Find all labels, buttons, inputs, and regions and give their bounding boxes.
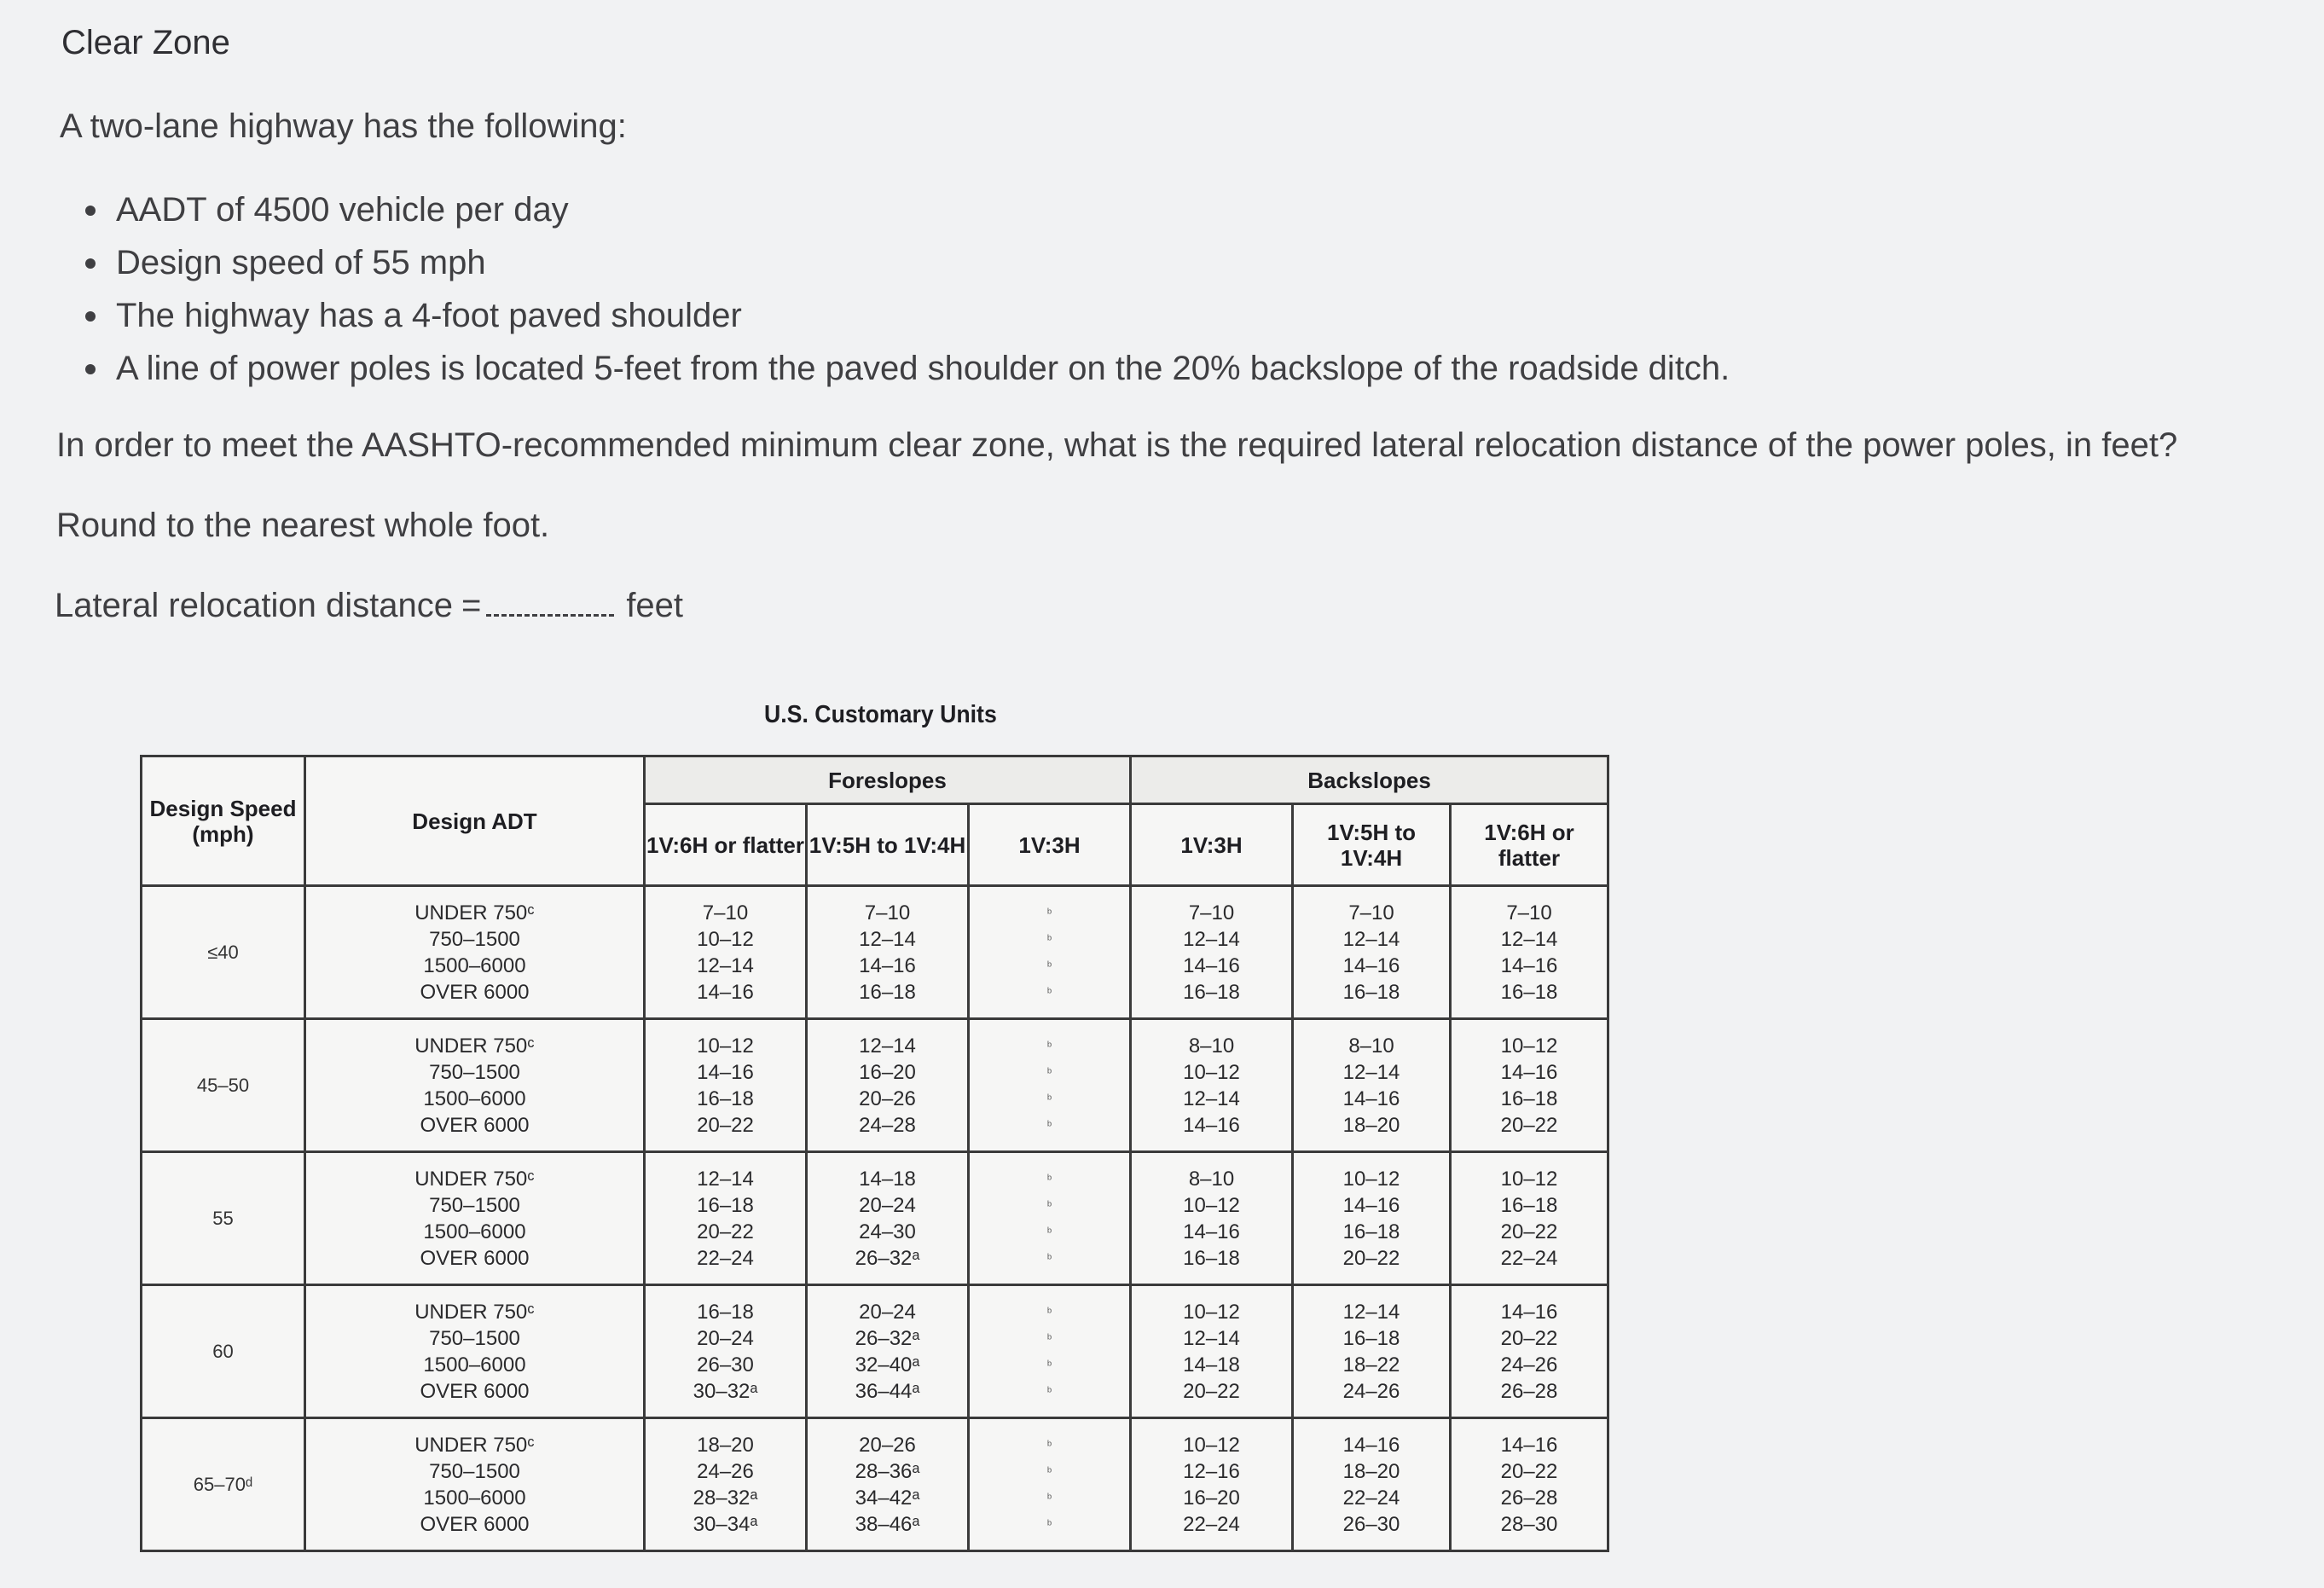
- clear-zone-value: 20–22: [697, 1113, 754, 1137]
- clear-zone-value: 16–18: [697, 1087, 754, 1110]
- header-back-5h: 1V:5H to 1V:4H: [1293, 804, 1451, 886]
- clear-zone-value: 12–14: [697, 953, 754, 977]
- clear-zone-cell-fore-3h: [969, 1418, 1131, 1551]
- clear-zone-value: ᵇ: [1046, 905, 1052, 919]
- table-row: [142, 1418, 1608, 1551]
- clear-zone-value: ᵇ: [1046, 1490, 1052, 1504]
- clear-zone-cell-fore-6h: [645, 1418, 807, 1551]
- header-fore-6h: 1V:6H or flatter: [645, 804, 807, 886]
- clear-zone-value: 7–10: [1506, 901, 1552, 924]
- clear-zone-value: 14–16: [1342, 953, 1400, 977]
- clear-zone-value: ᵇ: [1046, 1171, 1052, 1185]
- clear-zone-value: ᵇ: [1046, 1383, 1052, 1398]
- adt-range: 1500–6000: [423, 1220, 526, 1243]
- clear-zone-value: 36–44ᵃ: [855, 1379, 920, 1403]
- header-back-3h: 1V:3H: [1131, 804, 1293, 886]
- adt-range: 1500–6000: [423, 1353, 526, 1376]
- equals-sign: =: [461, 587, 482, 624]
- clear-zone-value: 34–42ᵃ: [855, 1486, 920, 1510]
- adt-range: OVER 6000: [420, 1379, 530, 1403]
- clear-zone-value: 14–16: [1183, 953, 1240, 977]
- clear-zone-value: 10–12: [1500, 1034, 1558, 1058]
- clear-zone-value: ᵇ: [1046, 1197, 1052, 1212]
- bullet-item: [60, 183, 1730, 236]
- clear-zone-value: 14–16: [1500, 1060, 1558, 1084]
- clear-zone-value: 20–26: [859, 1087, 916, 1110]
- table-row: [142, 886, 1608, 1019]
- clear-zone-value: 12–14: [859, 927, 916, 951]
- clear-zone-value: 8–10: [1188, 1034, 1235, 1058]
- adt-range: UNDER 750ᶜ: [414, 1433, 535, 1457]
- clear-zone-value: 16–18: [1342, 1220, 1400, 1243]
- clear-zone-value: 20–22: [1500, 1220, 1558, 1243]
- clear-zone-value: ᵇ: [1046, 1330, 1052, 1345]
- clear-zone-value: 24–30: [859, 1220, 916, 1243]
- clear-zone-value: 14–16: [1500, 1433, 1558, 1457]
- clear-zone-value: 16–18: [859, 980, 916, 1004]
- table-caption: U.S. Customary Units: [764, 701, 997, 728]
- clear-zone-value: 7–10: [864, 901, 911, 924]
- clear-zone-value: 14–16: [859, 953, 916, 977]
- bullet-icon: [85, 311, 96, 322]
- clear-zone-value: 16–18: [697, 1193, 754, 1217]
- clear-zone-value: 20–22: [1183, 1379, 1240, 1403]
- clear-zone-value: 26–32ᵃ: [855, 1326, 920, 1350]
- header-backslopes: Backslopes: [1131, 756, 1608, 804]
- clear-zone-cell-fore-6h: [645, 1285, 807, 1418]
- header-fore-5h: 1V:5H to 1V:4H: [807, 804, 969, 886]
- design-adt-cell: [305, 886, 645, 1019]
- clear-zone-value: 26–32ᵃ: [855, 1246, 920, 1270]
- clear-zone-value: 32–40ᵃ: [855, 1353, 920, 1376]
- clear-zone-cell-back-3h: [1131, 1152, 1293, 1285]
- clear-zone-value: 20–22: [697, 1220, 754, 1243]
- clear-zone-value: 28–36ᵃ: [855, 1459, 920, 1483]
- table-row: [142, 1152, 1608, 1285]
- clear-zone-value: 24–26: [697, 1459, 754, 1483]
- bullet-text: The highway has a 4-foot paved shoulder: [116, 297, 742, 334]
- clear-zone-value: ᵇ: [1046, 1437, 1052, 1452]
- question-text: In order to meet the AASHTO-recommended minimum clear zone, what is the required lateral relocation distance of the power poles, in feet?: [56, 426, 2178, 464]
- design-speed-cell: 45–50: [142, 1019, 305, 1152]
- design-adt-cell: [305, 1019, 645, 1152]
- clear-zone-value: 20–26: [859, 1433, 916, 1457]
- adt-range: OVER 6000: [420, 1113, 530, 1137]
- clear-zone-value: 14–16: [1500, 953, 1558, 977]
- clear-zone-cell-back-3h: [1131, 1418, 1293, 1551]
- clear-zone-value: 7–10: [1348, 901, 1394, 924]
- header-design-adt: Design ADT: [305, 756, 645, 886]
- adt-range: 750–1500: [429, 1326, 520, 1350]
- rounding-note: Round to the nearest whole foot.: [56, 507, 550, 544]
- answer-unit: feet: [626, 587, 684, 624]
- clear-zone-value: 38–46ᵃ: [855, 1512, 920, 1536]
- clear-zone-cell-fore-3h: [969, 1285, 1131, 1418]
- clear-zone-value: 10–12: [1342, 1167, 1400, 1191]
- clear-zone-cell-back-5h: [1293, 886, 1451, 1019]
- clear-zone-value: 18–20: [1342, 1113, 1400, 1137]
- table-body: [142, 886, 1608, 1551]
- adt-range: 1500–6000: [423, 953, 526, 977]
- clear-zone-value: 28–32ᵃ: [693, 1486, 758, 1510]
- clear-zone-value: 30–32ᵃ: [693, 1379, 758, 1403]
- adt-range: 750–1500: [429, 1193, 520, 1217]
- bullet-icon: [85, 258, 96, 269]
- design-speed-cell: 55: [142, 1152, 305, 1285]
- page-title: Clear Zone: [61, 24, 230, 61]
- clear-zone-cell-back-6h: [1451, 1285, 1608, 1418]
- adt-range: 1500–6000: [423, 1087, 526, 1110]
- clear-zone-value: 10–12: [697, 927, 754, 951]
- clear-zone-cell-fore-5h: [807, 886, 969, 1019]
- bullet-icon: [85, 364, 96, 374]
- bullet-item: [60, 289, 1730, 342]
- clear-zone-value: 10–12: [1500, 1167, 1558, 1191]
- clear-zone-value: 24–26: [1342, 1379, 1400, 1403]
- clear-zone-cell-back-6h: [1451, 1019, 1608, 1152]
- bullet-item: [60, 342, 1730, 395]
- clear-zone-value: 22–24: [1342, 1486, 1400, 1510]
- clear-zone-value: 12–14: [1183, 927, 1240, 951]
- clear-zone-value: 16–20: [859, 1060, 916, 1084]
- clear-zone-value: ᵇ: [1046, 1250, 1052, 1265]
- design-speed-cell: 65–70ᵈ: [142, 1418, 305, 1551]
- clear-zone-cell-fore-3h: [969, 1152, 1131, 1285]
- intro-text: A two-lane highway has the following:: [60, 107, 627, 145]
- clear-zone-value: ᵇ: [1046, 1091, 1052, 1105]
- clear-zone-value: 24–26: [1500, 1353, 1558, 1376]
- clear-zone-value: 12–14: [1500, 927, 1558, 951]
- bullet-text: A line of power poles is located 5-feet from the paved shoulder on the 20% backslope of the roadside ditch.: [116, 350, 1730, 387]
- clear-zone-value: ᵇ: [1046, 931, 1052, 946]
- clear-zone-cell-back-6h: [1451, 1418, 1608, 1551]
- clear-zone-value: 10–12: [697, 1034, 754, 1058]
- answer-blank-field[interactable]: [486, 588, 614, 617]
- clear-zone-table: [140, 755, 1607, 1552]
- clear-zone-value: 12–14: [1342, 1060, 1400, 1084]
- clear-zone-cell-back-5h: [1293, 1285, 1451, 1418]
- clear-zone-value: ᵇ: [1046, 1516, 1052, 1531]
- clear-zone-value: ᵇ: [1046, 958, 1052, 972]
- design-adt-cell: [305, 1285, 645, 1418]
- table-row: [142, 1285, 1608, 1418]
- clear-zone-value: ᵇ: [1046, 1304, 1052, 1319]
- clear-zone-cell-fore-5h: [807, 1418, 969, 1551]
- adt-range: OVER 6000: [420, 1512, 530, 1536]
- clear-zone-value: 12–14: [1183, 1087, 1240, 1110]
- clear-zone-value: 12–16: [1183, 1459, 1240, 1483]
- header-design-speed: Design Speed (mph): [142, 756, 305, 886]
- clear-zone-value: 14–16: [1183, 1113, 1240, 1137]
- clear-zone-value: ᵇ: [1046, 1038, 1052, 1052]
- adt-range: 750–1500: [429, 1060, 520, 1084]
- clear-zone-value: 26–30: [697, 1353, 754, 1376]
- clear-zone-value: 26–28: [1500, 1379, 1558, 1403]
- design-adt-cell: [305, 1418, 645, 1551]
- clear-zone-value: 16–18: [1500, 980, 1558, 1004]
- adt-range: UNDER 750ᶜ: [414, 1167, 535, 1191]
- clear-zone-value: 14–16: [1500, 1300, 1558, 1324]
- clear-zone-value: 22–24: [1183, 1512, 1240, 1536]
- clear-zone-value: 16–20: [1183, 1486, 1240, 1510]
- clear-zone-value: 10–12: [1183, 1433, 1240, 1457]
- clear-zone-value: 20–22: [1500, 1113, 1558, 1137]
- clear-zone-cell-back-3h: [1131, 1019, 1293, 1152]
- clear-zone-cell-back-3h: [1131, 886, 1293, 1019]
- clear-zone-value: 16–18: [1342, 980, 1400, 1004]
- clear-zone-value: ᵇ: [1046, 1463, 1052, 1478]
- clear-zone-cell-fore-6h: [645, 1019, 807, 1152]
- clear-zone-value: 12–14: [1342, 1300, 1400, 1324]
- clear-zone-value: 10–12: [1183, 1193, 1240, 1217]
- bullet-text: Design speed of 55 mph: [116, 244, 486, 281]
- design-speed-cell: 60: [142, 1285, 305, 1418]
- given-list: [60, 183, 1730, 395]
- clear-zone-value: ᵇ: [1046, 984, 1052, 999]
- clear-zone-value: 30–34ᵃ: [693, 1512, 758, 1536]
- clear-zone-cell-fore-3h: [969, 1019, 1131, 1152]
- clear-zone-cell-fore-5h: [807, 1285, 969, 1418]
- clear-zone-value: 16–18: [1183, 1246, 1240, 1270]
- clear-zone-value: 14–18: [859, 1167, 916, 1191]
- clear-zone-value: 22–24: [697, 1246, 754, 1270]
- adt-range: OVER 6000: [420, 980, 530, 1004]
- header-fore-3h: 1V:3H: [969, 804, 1131, 886]
- clear-zone-value: 20–22: [1500, 1326, 1558, 1350]
- clear-zone-value: 20–22: [1500, 1459, 1558, 1483]
- clear-zone-value: 14–16: [697, 980, 754, 1004]
- clear-zone-cell-back-3h: [1131, 1285, 1293, 1418]
- clear-zone-value: 20–24: [859, 1193, 916, 1217]
- table-row: [142, 1019, 1608, 1152]
- clear-zone-value: 16–18: [1500, 1193, 1558, 1217]
- clear-zone-value: ᵇ: [1046, 1357, 1052, 1371]
- adt-range: 1500–6000: [423, 1486, 526, 1510]
- clear-zone-grid: [140, 755, 1609, 1552]
- clear-zone-value: 7–10: [702, 901, 749, 924]
- clear-zone-value: 16–18: [1183, 980, 1240, 1004]
- clear-zone-cell-fore-3h: [969, 886, 1131, 1019]
- clear-zone-value: 10–12: [1183, 1300, 1240, 1324]
- clear-zone-value: 8–10: [1348, 1034, 1394, 1058]
- clear-zone-value: 14–16: [1342, 1087, 1400, 1110]
- adt-range: 750–1500: [429, 1459, 520, 1483]
- clear-zone-value: 14–16: [1342, 1193, 1400, 1217]
- clear-zone-cell-fore-6h: [645, 1152, 807, 1285]
- clear-zone-value: 14–18: [1183, 1353, 1240, 1376]
- clear-zone-cell-fore-6h: [645, 886, 807, 1019]
- design-adt-cell: [305, 1152, 645, 1285]
- clear-zone-value: ᵇ: [1046, 1224, 1052, 1238]
- answer-row: [55, 587, 683, 625]
- clear-zone-cell-back-6h: [1451, 886, 1608, 1019]
- clear-zone-cell-back-6h: [1451, 1152, 1608, 1285]
- clear-zone-value: 20–24: [859, 1300, 916, 1324]
- adt-range: OVER 6000: [420, 1246, 530, 1270]
- clear-zone-value: ᵇ: [1046, 1117, 1052, 1132]
- clear-zone-value: 12–14: [697, 1167, 754, 1191]
- clear-zone-value: 26–28: [1500, 1486, 1558, 1510]
- clear-zone-value: 8–10: [1188, 1167, 1235, 1191]
- clear-zone-cell-back-5h: [1293, 1418, 1451, 1551]
- clear-zone-value: 16–18: [1500, 1087, 1558, 1110]
- clear-zone-value: 10–12: [1183, 1060, 1240, 1084]
- clear-zone-value: 7–10: [1188, 901, 1235, 924]
- bullet-text: AADT of 4500 vehicle per day: [116, 191, 569, 229]
- adt-range: UNDER 750ᶜ: [414, 901, 535, 924]
- clear-zone-cell-fore-5h: [807, 1152, 969, 1285]
- clear-zone-value: 14–16: [697, 1060, 754, 1084]
- answer-label: Lateral relocation distance: [55, 587, 453, 624]
- clear-zone-value: 18–20: [697, 1433, 754, 1457]
- clear-zone-value: 12–14: [1183, 1326, 1240, 1350]
- bullet-icon: [85, 206, 96, 216]
- clear-zone-cell-fore-5h: [807, 1019, 969, 1152]
- clear-zone-value: 20–24: [697, 1326, 754, 1350]
- adt-range: UNDER 750ᶜ: [414, 1034, 535, 1058]
- clear-zone-value: 28–30: [1500, 1512, 1558, 1536]
- clear-zone-value: 22–24: [1500, 1246, 1558, 1270]
- clear-zone-value: 16–18: [1342, 1326, 1400, 1350]
- clear-zone-value: 24–28: [859, 1113, 916, 1137]
- clear-zone-value: 18–20: [1342, 1459, 1400, 1483]
- clear-zone-value: 20–22: [1342, 1246, 1400, 1270]
- clear-zone-cell-back-5h: [1293, 1019, 1451, 1152]
- clear-zone-value: 26–30: [1342, 1512, 1400, 1536]
- clear-zone-value: 12–14: [859, 1034, 916, 1058]
- header-back-6h: 1V:6H or flatter: [1451, 804, 1608, 886]
- header-foreslopes: Foreslopes: [645, 756, 1131, 804]
- clear-zone-value: 12–14: [1342, 927, 1400, 951]
- adt-range: UNDER 750ᶜ: [414, 1300, 535, 1324]
- clear-zone-value: 14–16: [1342, 1433, 1400, 1457]
- adt-range: 750–1500: [429, 927, 520, 951]
- clear-zone-value: 16–18: [697, 1300, 754, 1324]
- bullet-item: [60, 236, 1730, 289]
- clear-zone-value: 14–16: [1183, 1220, 1240, 1243]
- clear-zone-value: 18–22: [1342, 1353, 1400, 1376]
- clear-zone-value: ᵇ: [1046, 1064, 1052, 1079]
- clear-zone-cell-back-5h: [1293, 1152, 1451, 1285]
- design-speed-cell: ≤40: [142, 886, 305, 1019]
